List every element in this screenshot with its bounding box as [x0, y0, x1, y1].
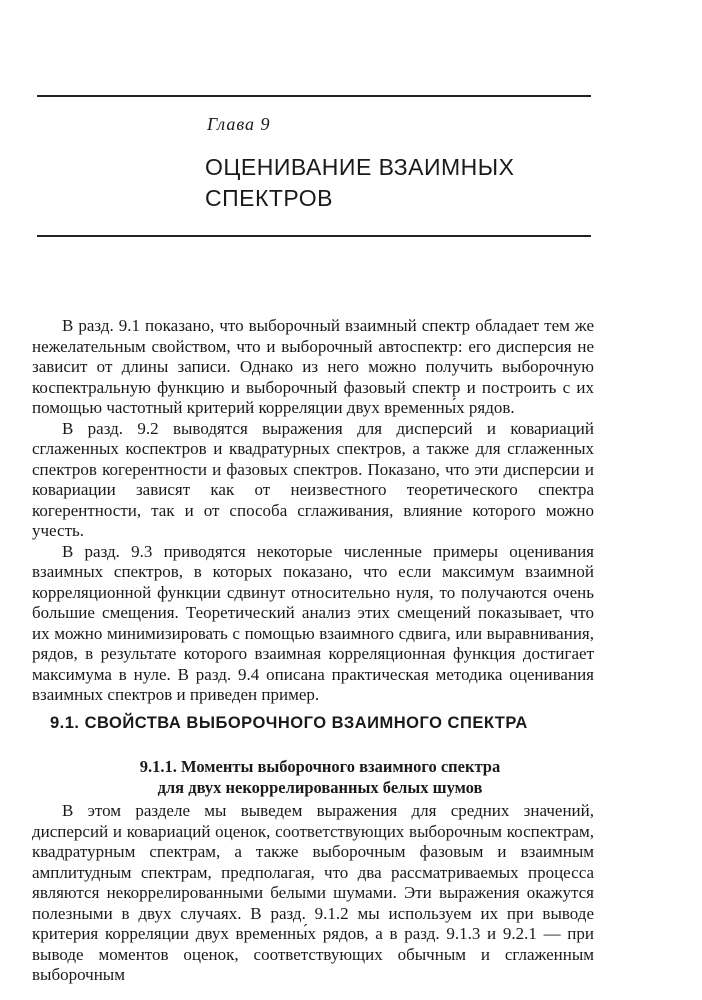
subsection-heading	[100, 756, 540, 798]
bottom-rule	[37, 235, 591, 237]
subsection-heading-line-2: для двух некоррелированных белых шумов	[157, 778, 483, 797]
intro-paragraph-2: В разд. 9.2 выводятся выражения для дисперсий и ковариаций сглаженных коспектров и квадратурных спектров, а также для сглаженных спектров когерентности и фазовых спектров. Показано, что эти дисперсии и ковариации зависят как от неизвестного теоретического спектра когерентности, так и от способа сглаживания, влияние которого можно учесть.	[32, 418, 594, 540]
intro-paragraph-1: В разд. 9.1 показано, что выборочный взаимный спектр обладает тем же нежелательным свойством, что и выборочный автоспектр: его дисперсия не зависит от длины записи. Однако из него можно получить выборочную коспектральную функцию и выборочный фазовый спектр и построить с их помощью частотный критерий корреляции двух временны́х рядов.	[32, 316, 594, 417]
section-body	[32, 801, 594, 986]
subsection-heading-line-1: 9.1.1. Моменты выборочного взаимного спектра	[139, 757, 501, 776]
chapter-title-line-2: СПЕКТРОВ	[205, 185, 333, 211]
chapter-introduction	[32, 316, 594, 706]
section-heading: 9.1. СВОЙСТВА ВЫБОРОЧНОГО ВЗАИМНОГО СПЕКТРА	[50, 714, 528, 732]
section-paragraph: В этом разделе мы выведем выражения для средних значений, дисперсий и ковариаций оценок, соответствующих выборочным коспектрам, квадратурным спектрам, а также выборочным фазовым и взаимным амплитудным спектрам, предполагая, что два рассматриваемых процесса являются некоррелированными белыми шумами. Эти выражения окажутся полезными в двух случаях. В разд. 9.1.2 мы используем их при выводе критерия корреляции двух временны́х рядов, а в разд. 9.1.3 и 9.2.1 — при выводе моментов оценок, соответствующих обычным и сглаженным выборочным	[32, 801, 594, 984]
top-rule	[37, 95, 591, 97]
chapter-title	[205, 152, 515, 214]
chapter-title-line-1: ОЦЕНИВАНИЕ ВЗАИМНЫХ	[205, 154, 515, 180]
chapter-label: Глава 9	[207, 114, 271, 134]
intro-paragraph-3: В разд. 9.3 приводятся некоторые численные примеры оценивания взаимных спектров, в которых показано, что если максимум взаимной корреляционной функции сдвинут относительно нуля, то получаются очень большие смещения. Теоретический анализ этих смещений показывает, что их можно минимизировать с помощью взаимного сдвига, или выравнивания, рядов, в результате которого взаимная корреляционная функция достигает максимума в нуле. В разд. 9.4 описана практическая методика оценивания взаимных спектров и приведен пример.	[32, 541, 594, 704]
